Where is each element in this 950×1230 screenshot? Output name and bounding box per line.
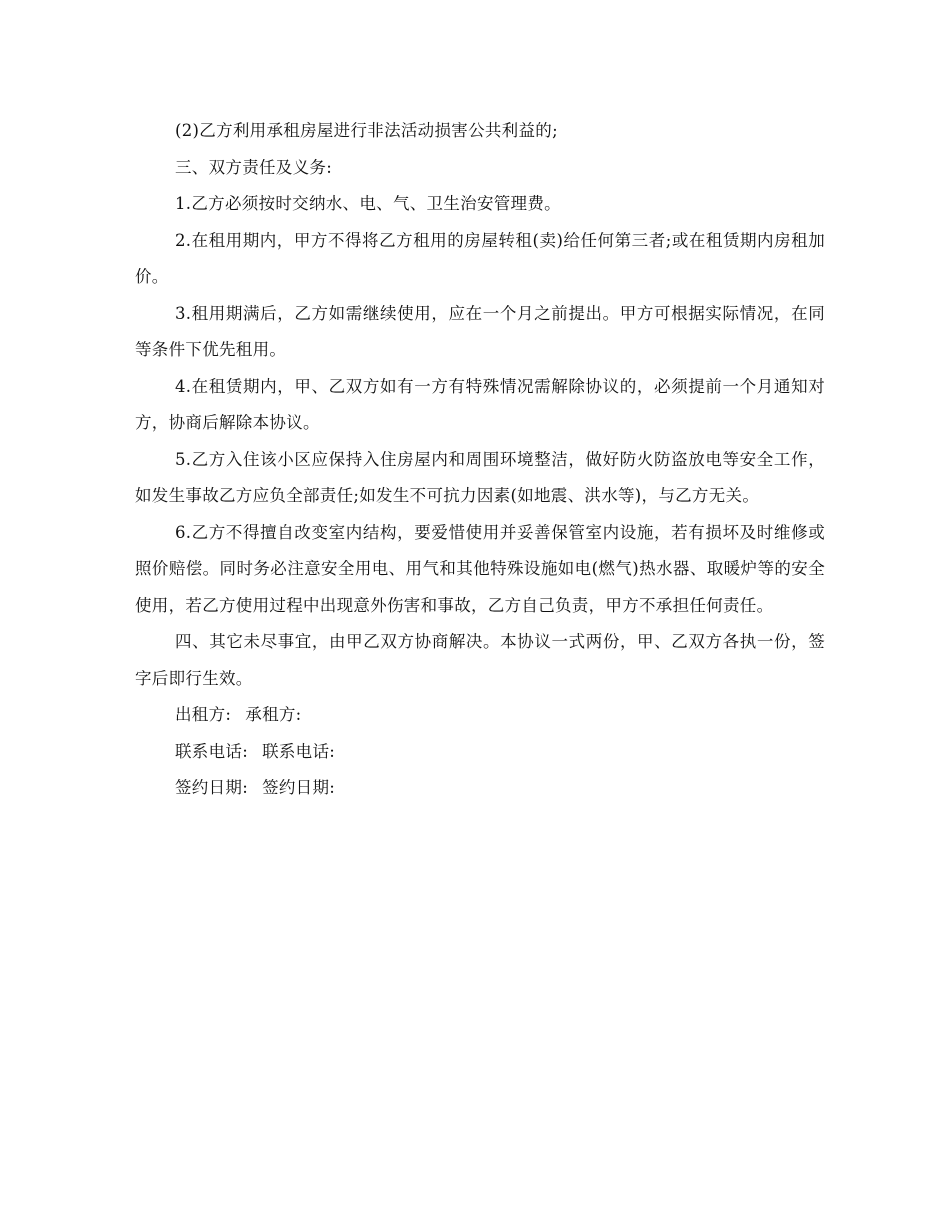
clause-4-termination: 4.在租赁期内，甲、乙双方如有一方有特殊情况需解除协议的，必须提前一个月通知对方，协商后解除本协议。: [135, 376, 825, 432]
lessee-date-label: 签约日期:: [262, 778, 336, 797]
signature-row-date: [135, 770, 825, 807]
document-body: [135, 113, 825, 807]
clause-2-violation: (2)乙方利用承租房屋进行非法活动损害公共利益的;: [175, 121, 558, 140]
signature-row-parties: [135, 697, 825, 734]
section-heading-responsibilities: 三、双方责任及义务:: [175, 157, 333, 177]
clause-6-structure: 6.乙方不得擅自改变室内结构，要爱惜使用并妥善保管室内设施，若有损坏及时维修或照价赔偿。同时务必注意安全用电、用气和其他特殊设施如电(燃气)热水器、取暖炉等的安全使用，若乙方使用过程中出现意外伤害和事故，乙方自己负责，甲方不承担任何责任。: [135, 522, 825, 615]
clause-2-sublease: 2.在租用期内，甲方不得将乙方租用的房屋转租(卖)给任何第三者;或在租赁期内房租加价。: [135, 230, 825, 286]
signature-row-phone: [135, 734, 825, 771]
lessor-label: 出租方:: [175, 705, 232, 724]
section-heading-other-matters: 四、其它未尽事宜，由甲乙双方协商解决。本协议一式两份，甲、乙双方各执一份，签字后即行生效。: [135, 632, 825, 688]
lessor-phone-label: 联系电话:: [175, 741, 249, 761]
clause-3-renewal: 3.租用期满后，乙方如需继续使用，应在一个月之前提出。甲方可根据实际情况，在同等条件下优先租用。: [135, 303, 825, 359]
lessee-phone-label: 联系电话:: [262, 741, 336, 761]
clause-5-safety: 5.乙方入住该小区应保持入住房屋内和周围环境整洁，做好防火防盗放电等安全工作，如发生事故乙方应负全部责任;如发生不可抗力因素(如地震、洪水等)，与乙方无关。: [135, 449, 825, 505]
lessor-date-label: 签约日期:: [175, 778, 249, 797]
lessee-label: 承租方:: [245, 705, 302, 724]
clause-1-fees: 1.乙方必须按时交纳水、电、气、卫生治安管理费。: [175, 194, 561, 213]
